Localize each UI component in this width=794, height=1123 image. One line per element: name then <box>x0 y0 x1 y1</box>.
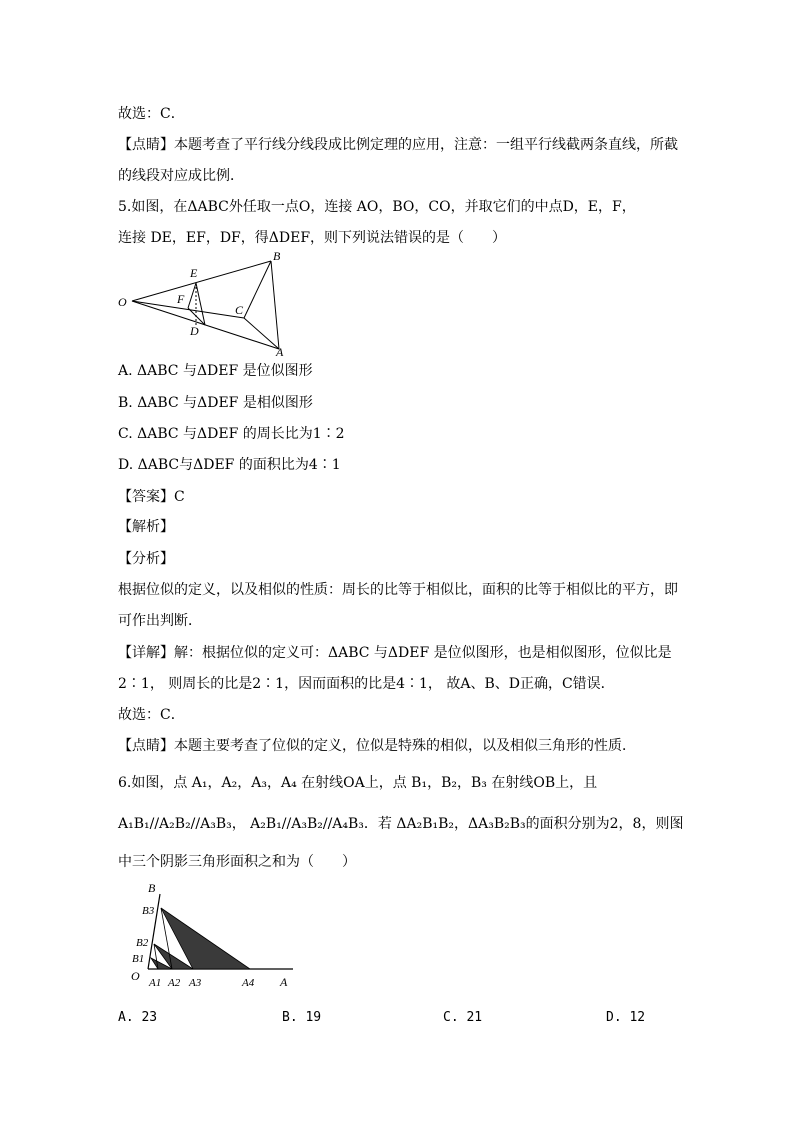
analysis-line-1: 根据位似的定义，以及相似的性质：周长的比等于相似比，面积的比等于相似比的平方，即 <box>118 582 678 598</box>
label-F: F <box>177 292 185 306</box>
question-6-line-3: 中三个阴影三角形面积之和为（ ） <box>118 854 356 870</box>
text-line-1: 故选：C． <box>118 106 185 122</box>
choice-b: B. 19 <box>282 1010 322 1025</box>
label-B3: B3 <box>142 905 155 917</box>
label-O-origin: O <box>131 969 140 983</box>
choice-c: C. 21 <box>443 1010 483 1025</box>
choice-d: D. 12 <box>606 1010 646 1025</box>
label-A-ray: A <box>280 975 288 989</box>
analysis-heading: 【解析】 <box>118 519 174 535</box>
label-A4: A4 <box>242 977 255 989</box>
label-E: E <box>190 266 198 280</box>
label-A2: A2 <box>168 977 181 989</box>
label-B: B <box>273 249 281 263</box>
figure-shaded-triangles <box>128 880 308 992</box>
label-A3: A3 <box>189 977 202 989</box>
label-O: O <box>118 295 127 309</box>
option-c: C. ΔABC 与ΔDEF 的周长比为1∶2 <box>118 426 345 442</box>
conclusion-line: 故选：C． <box>118 707 185 723</box>
label-A: A <box>276 345 284 358</box>
option-d: D. ΔABC与ΔDEF 的面积比为4∶1 <box>118 457 341 473</box>
question-6-line-2: A₁B₁//A₂B₂//A₃B₃， A₂B₁//A₃B₂//A₄B₃．若 ΔA₂B₁B₂，ΔA₃B₂B₃的面积分别为2，8，则图 <box>118 816 684 832</box>
analysis-line-2: 可作出判断． <box>118 613 202 629</box>
detail-line-1: 【详解】解：根据位似的定义可：ΔABC 与ΔDEF 是位似图形，也是相似图形，位似比是 <box>118 645 672 661</box>
detail-line-2: 2∶1， 则周长的比是2∶1，因而面积的比是4∶1， 故A、B、D正确，C错误． <box>118 676 615 692</box>
choice-a: A. 23 <box>118 1010 158 1025</box>
label-D: D <box>190 324 199 338</box>
summary-line: 【点睛】本题主要考查了位似的定义，位似是特殊的相似，以及相似三角形的性质． <box>118 738 636 754</box>
figure-triangle-homothety <box>112 248 302 358</box>
option-b: B. ΔABC 与ΔDEF 是相似图形 <box>118 395 313 411</box>
analysis-subheading: 【分析】 <box>118 551 174 567</box>
question-5-line-2: 连接 DE，EF，DF，得ΔDEF，则下列说法错误的是（ ） <box>118 230 507 246</box>
label-A1: A1 <box>149 977 162 989</box>
label-B-ray: B <box>148 881 156 895</box>
text-line-2: 【点睛】本题考查了平行线分线段成比例定理的应用，注意：一组平行线截两条直线，所截 <box>118 137 678 153</box>
question-5-line-1: 5.如图，在ΔABC外任取一点O，连接 AO，BO，CO，并取它们的中点D，E，F， <box>118 199 636 215</box>
label-C: C <box>235 303 244 317</box>
question-6-line-1: 6.如图，点 A₁，A₂，A₃，A₄ 在射线OA上，点 B₁，B₂，B₃ 在射线OB上，且 <box>118 775 598 791</box>
option-a: A. ΔABC 与ΔDEF 是位似图形 <box>118 363 313 379</box>
answer-line: 【答案】C <box>118 489 185 505</box>
label-B1: B1 <box>132 953 145 965</box>
text-line-3: 的线段对应成比例． <box>118 168 244 184</box>
label-B2: B2 <box>136 937 149 949</box>
